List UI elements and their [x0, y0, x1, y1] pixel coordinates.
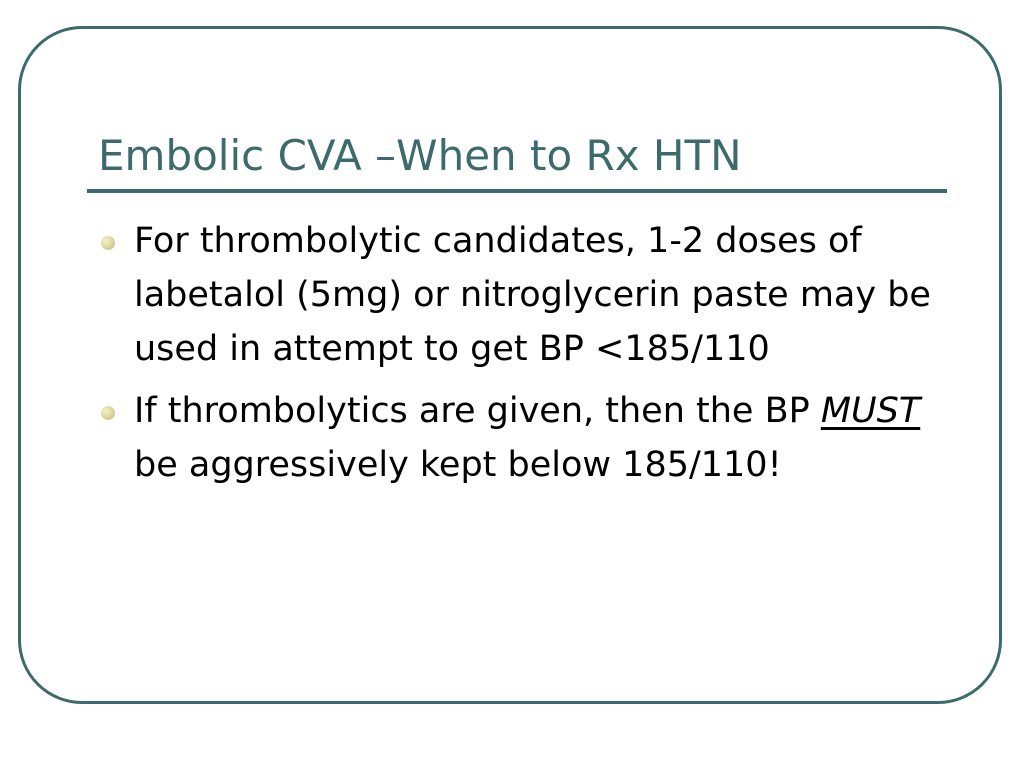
bullet-text-emphasis: MUST — [820, 391, 921, 431]
bullet-text: For thrombolytic candidates, 1-2 doses of labetalol (5mg) or nitroglycerin paste may be used in attempt to get BP <185/110 — [134, 221, 931, 369]
bullet-dot-icon — [101, 406, 115, 420]
bullet-list — [0, 214, 1024, 500]
slide-title: Embolic CVA –When to Rx HTN — [98, 131, 742, 180]
bullet-item-thrombolytics-given — [0, 384, 974, 492]
bullet-text-before: If thrombolytics are given, then the BP — [134, 391, 821, 431]
title-divider — [87, 189, 947, 193]
bullet-text-after: be aggressively kept below 185/110! — [134, 391, 943, 485]
bullet-item-thrombolytic-candidates — [0, 214, 974, 376]
bullet-dot-icon — [101, 236, 115, 250]
